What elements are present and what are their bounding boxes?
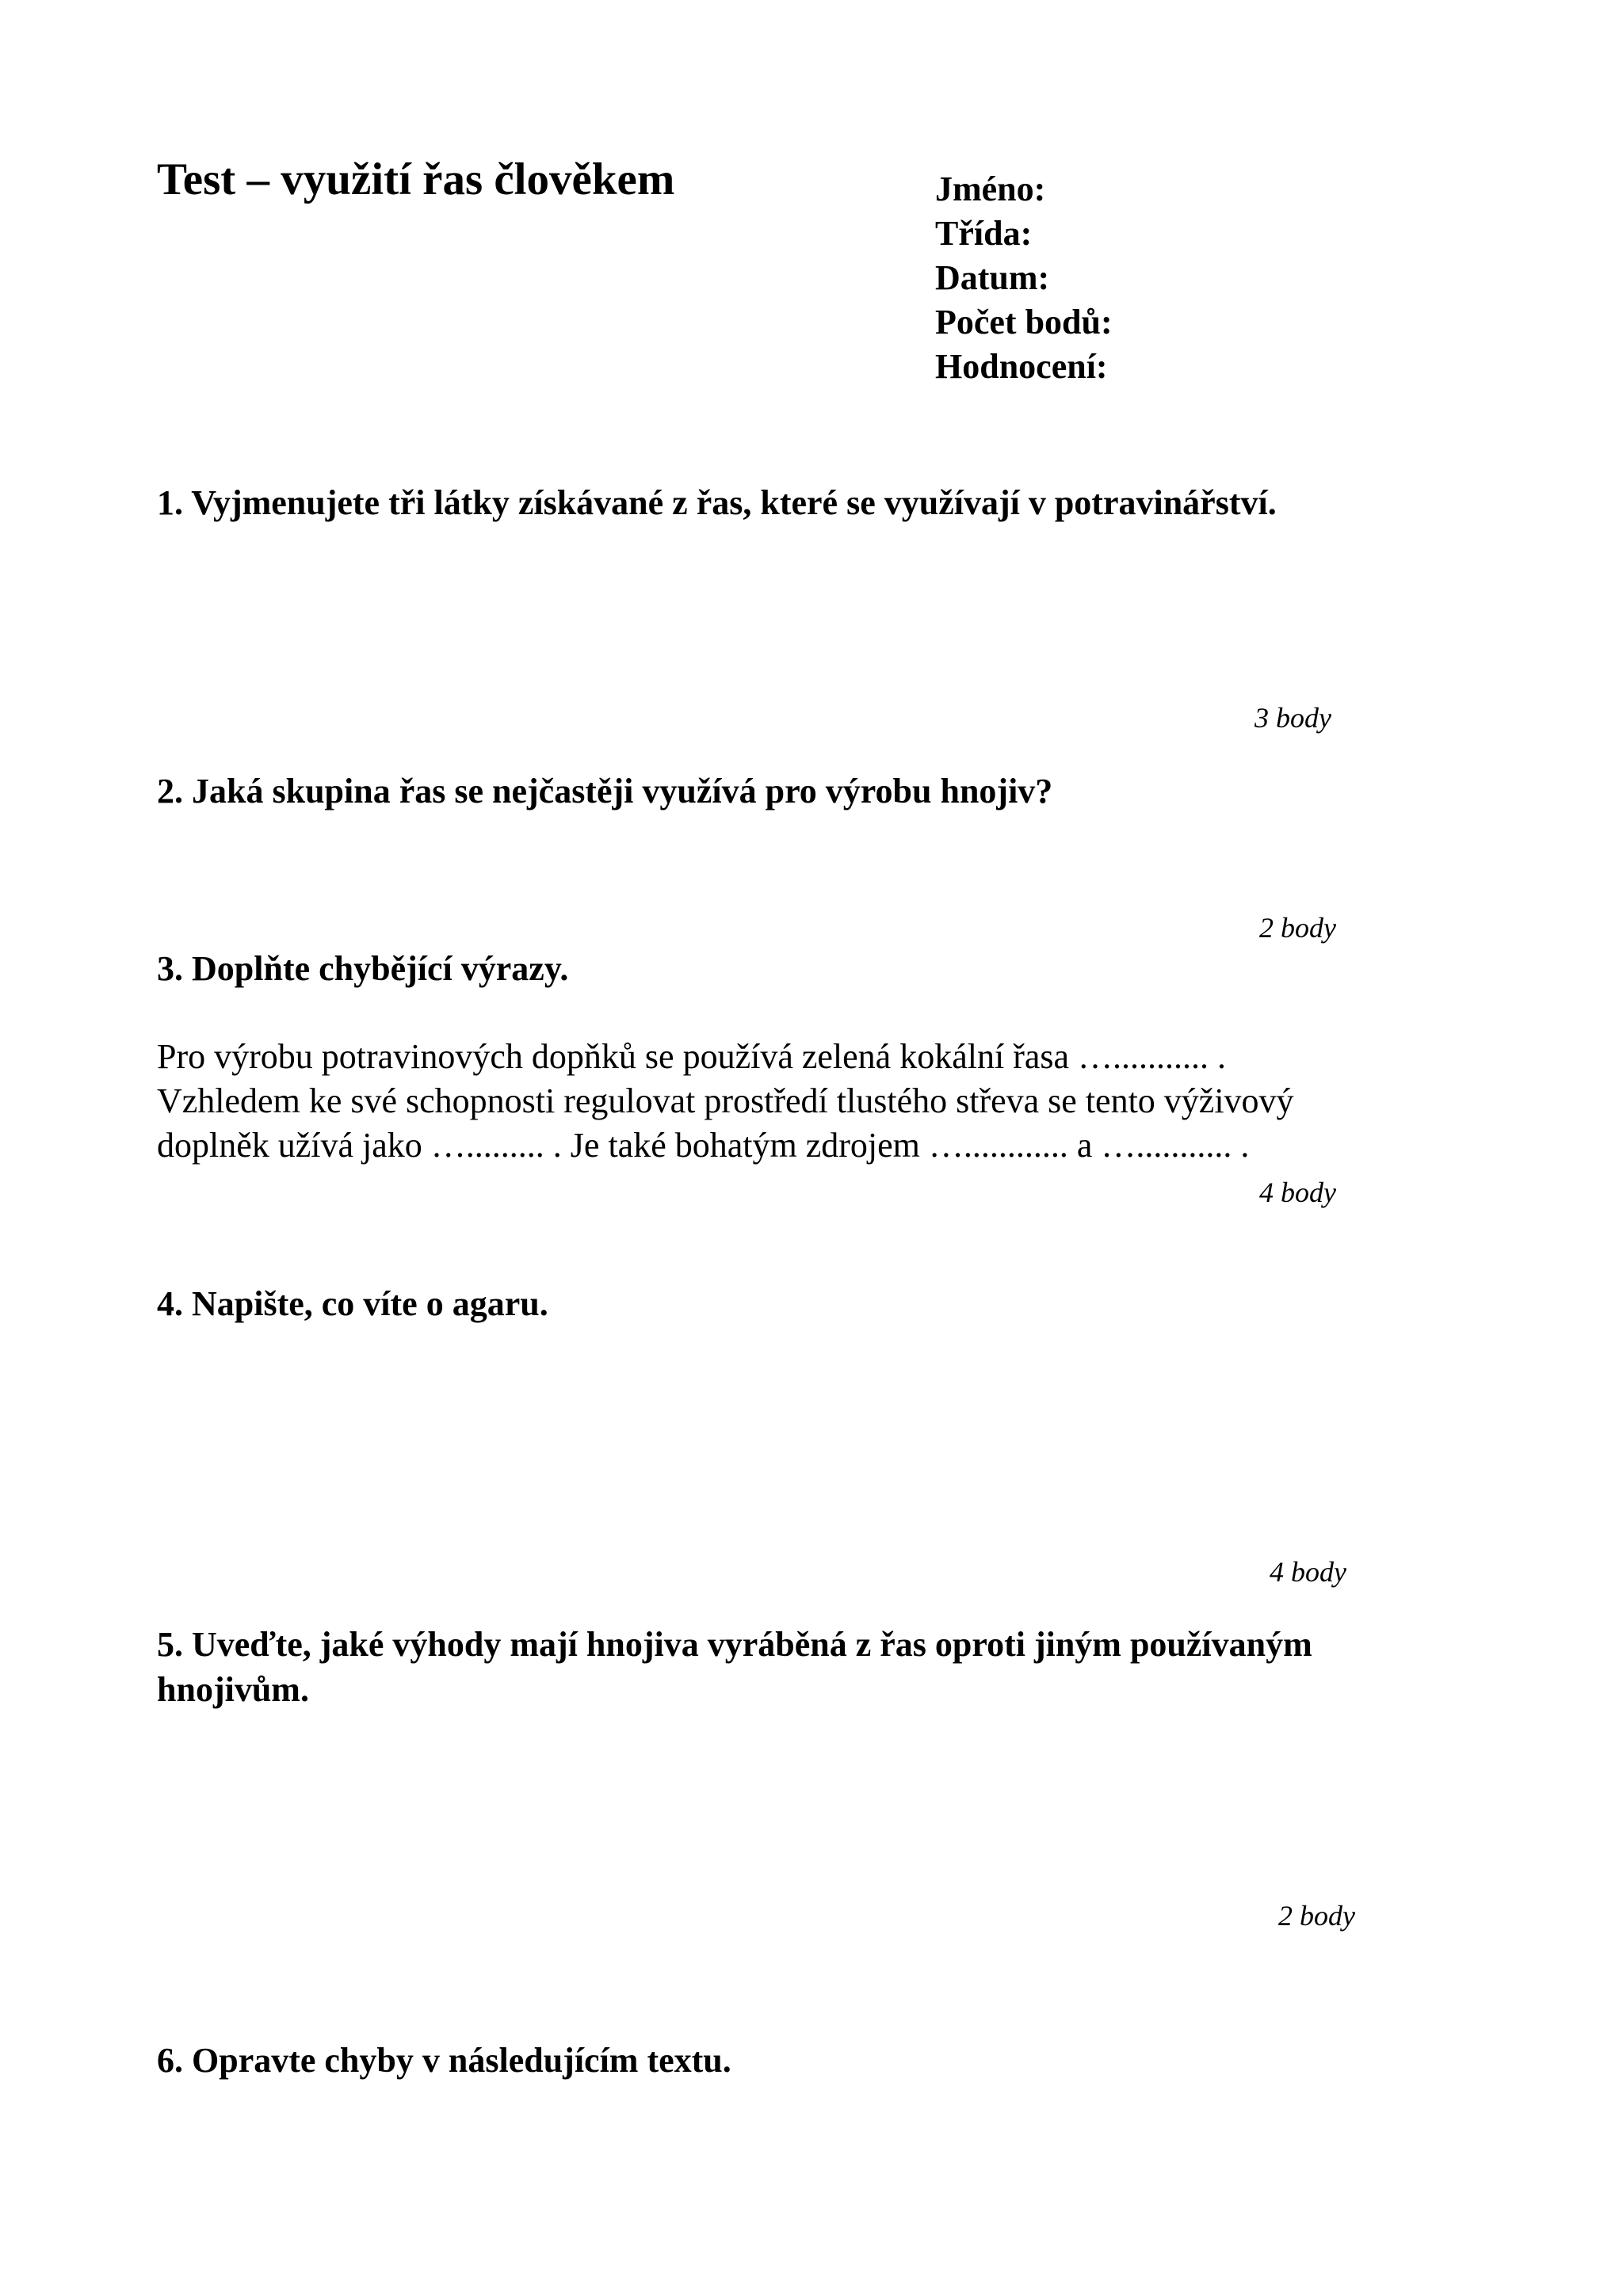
fill-in-line-2: Vzhledem ke své schopnosti regulovat prostředí tlustého střeva se tento výživový [157,1081,1294,1120]
question-4-points: 4 body [1270,1556,1346,1588]
date-label: Datum: [935,258,1050,297]
question-3-points: 4 body [1259,1177,1336,1208]
page-title: Test – využití řas člověkem [157,154,675,204]
question-1-points: 3 body [1254,702,1331,734]
grade-label: Hodnocení: [935,347,1108,386]
fill-in-line-3: doplněk užívá jako …......... . Je také bohatým zdrojem …............ a …........... . [157,1126,1250,1165]
question-5-line-2: hnojivům. [157,1670,309,1709]
student-info-block [935,167,1113,389]
points-label: Počet bodů: [935,303,1113,341]
question-1: 1. Vyjmenujete tři látky získávané z řas, které se využívají v potravinářství. [157,483,1277,522]
question-3-fill-in-text [157,1035,1294,1168]
question-6: 6. Opravte chyby v následujícím textu. [157,2041,731,2080]
question-5-points: 2 body [1278,1900,1355,1932]
question-5-line-1: 5. Uveďte, jaké výhody mají hnojiva vyráběná z řas oproti jiným používaným [157,1625,1312,1664]
question-2: 2. Jaká skupina řas se nejčastěji využívá pro výrobu hnojiv? [157,772,1053,810]
question-3: 3. Doplňte chybějící výrazy. [157,949,569,988]
question-4: 4. Napište, co víte o agaru. [157,1284,548,1323]
question-5 [157,1622,1312,1712]
fill-in-line-1: Pro výrobu potravinových dopňků se používá zelená kokální řasa …........... . [157,1037,1227,1076]
class-label: Třída: [935,214,1033,253]
name-label: Jméno: [935,170,1046,208]
question-2-points: 2 body [1259,912,1336,944]
